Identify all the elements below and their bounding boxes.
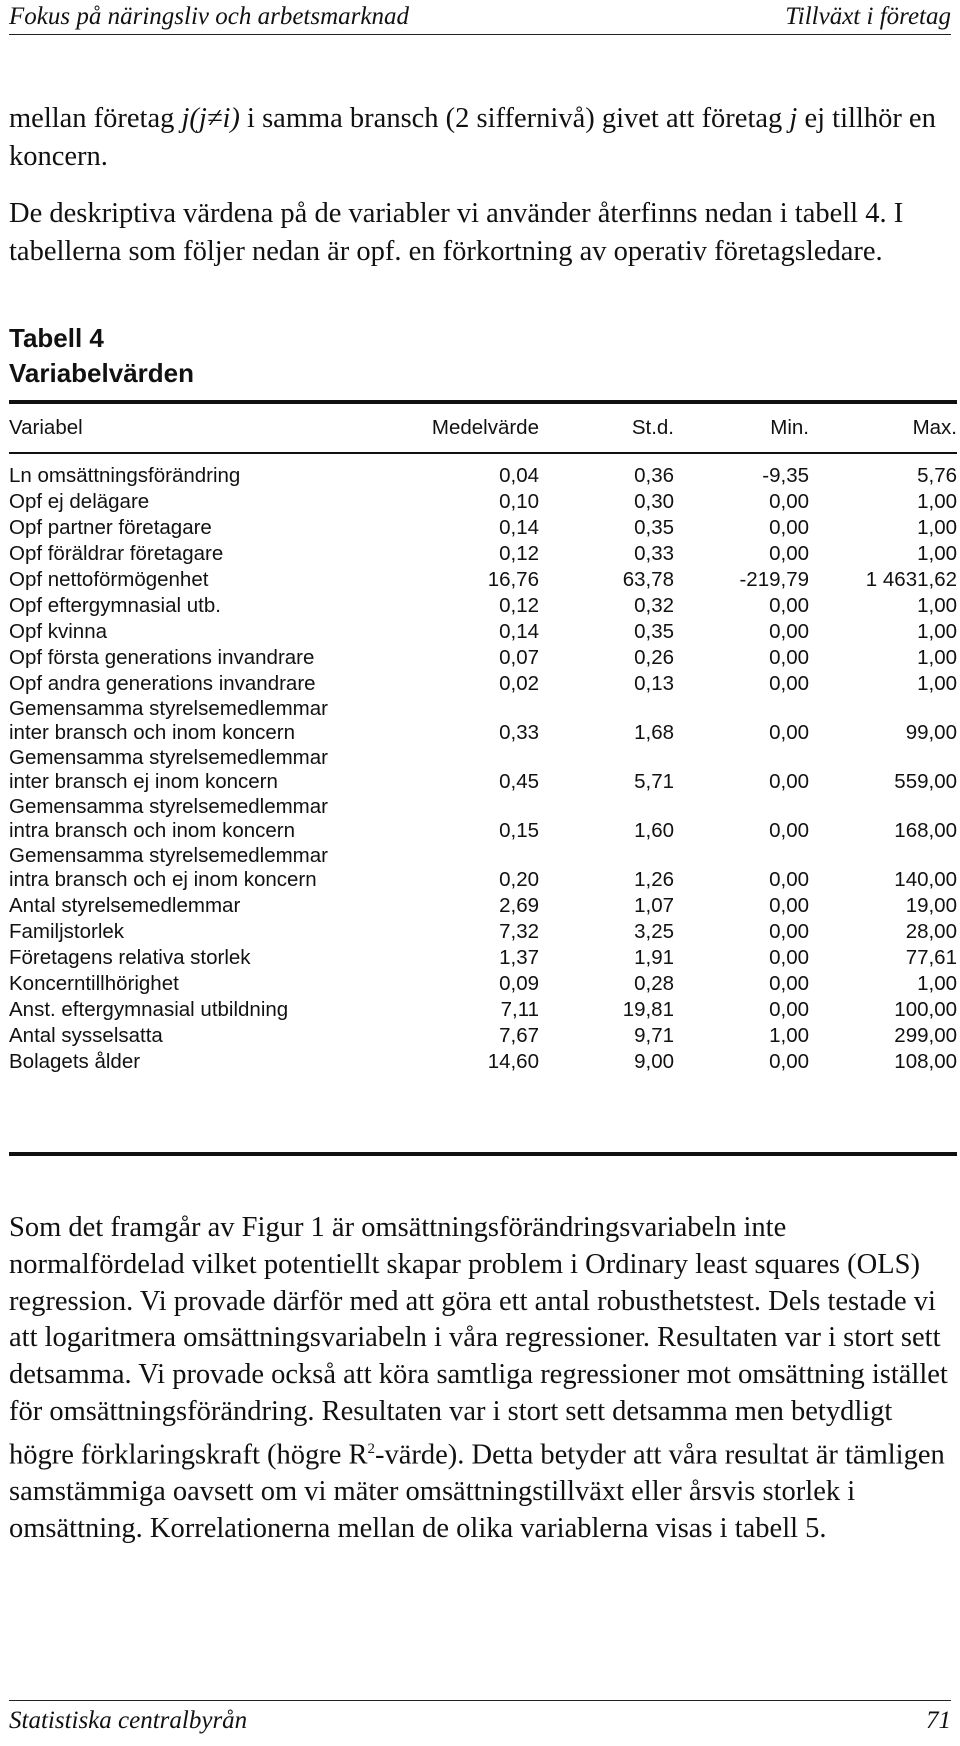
row-mean-value: 0,45 [499,770,539,793]
row-variable-label [9,646,314,670]
table-row [9,996,957,1022]
table-row [9,892,957,918]
row-mean-value: 7,11 [500,998,539,1021]
row-variable-label [9,697,328,745]
row-variable-label-line: intra bransch och inom koncern [9,819,296,842]
intro-p1-part-a: mellan företag [9,103,182,134]
row-min-value: 0,00 [769,972,809,995]
table-row [9,514,957,540]
row-min-value: 0,00 [769,516,809,539]
row-sd-value: 1,26 [634,868,674,891]
table-column-headers [9,404,957,452]
outro-paragraph [9,1210,955,1548]
row-sd-value: 63,78 [622,568,674,591]
row-sd-value: 0,26 [634,646,674,669]
row-variable-label [9,620,107,644]
row-variable-label [9,972,179,996]
table-row [9,1048,957,1074]
outro-text-part-a: Som det framgår av Figur 1 är omsättningsförändringsvariabeln inte normalfördelad vilket potentiellt skapar problem i Ordinary least squares (OLS) regression. Vi provade därför med att göra ett antal robusthetstest. Dels testade vi att logaritmera omsättningsvariabeln i våra regressioner. Resultaten var i stort sett detsamma. Vi provade också att köra samtliga regressioner mot omsättning istället för omsättningsförändring. Resultaten var i stort sett detsamma men betydligt högre förklaringskraft (högre R [9,1212,948,1471]
table-bottom-rule [9,1152,957,1156]
table-row [9,970,957,996]
row-mean-value: 16,76 [487,568,539,591]
row-variable-label-line: Gemensamma styrelsemedlemmar [9,795,328,818]
row-max-value: 77,61 [905,946,957,969]
table-label: Tabell 4 [9,323,104,353]
row-sd-value: 9,00 [634,1050,674,1073]
table-row [9,488,957,514]
intro-p1-part-c: ej tillhör en koncern. [9,103,936,172]
row-max-value: 100,00 [894,998,957,1021]
row-variable-label-line: inter bransch och inom koncern [9,721,296,744]
table-row [9,644,957,670]
row-variable-label [9,998,288,1022]
row-min-value: 0,00 [769,646,809,669]
table-row [9,696,957,745]
row-min-value: 0,00 [769,920,809,943]
row-variable-label [9,464,240,488]
row-variable-label-line: Bolagets ålder [9,1050,141,1073]
row-max-value: 299,00 [894,1024,957,1047]
row-sd-value: 0,28 [634,972,674,995]
table-header-rule [9,452,957,454]
intro-p1-italic-2: j [789,103,798,134]
row-variable-label-line: Opf ej delägare [9,490,150,513]
outro-text-part-b: -värde). Detta betyder att våra resultat är tämligen samstämmiga oavsett om vi mäter omsättningstillväxt eller årsvis storlek i omsättning. Korrelationerna mellan de olika variablerna visas i tabell 5. [9,1439,945,1544]
header-left-text: Fokus på näringsliv och arbetsmarknad [9,3,409,30]
row-variable-label [9,594,221,618]
intro-paragraph-1 [9,100,955,176]
row-sd-value: 0,30 [634,490,674,513]
row-mean-value: 1,37 [499,946,539,969]
row-max-value: 99,00 [905,721,957,744]
row-variable-label-line: inter bransch ej inom koncern [9,770,278,793]
intro-p1-part-b: i samma bransch (2 siffernivå) givet att företag [239,103,790,134]
row-max-value: 1,00 [917,542,957,565]
column-header-mean: Medelvärde [431,416,539,439]
row-variable-label-line: Ln omsättningsförändring [9,464,241,487]
row-variable-label-line: intra bransch och ej inom koncern [9,868,317,891]
row-max-value: 1,00 [917,594,957,617]
row-sd-value: 1,60 [634,819,674,842]
table-row [9,462,957,488]
row-sd-value: 0,35 [634,516,674,539]
row-variable-label-line: Gemensamma styrelsemedlemmar [9,697,328,720]
row-min-value: 0,00 [769,620,809,643]
row-min-value: 0,00 [769,868,809,891]
column-header-max: Max. [912,416,957,439]
row-sd-value: 9,71 [634,1024,674,1047]
row-variable-label-line: Familjstorlek [9,920,125,943]
row-mean-value: 0,12 [499,542,539,565]
row-mean-value: 0,02 [499,672,539,695]
table-row [9,566,957,592]
row-min-value: 0,00 [769,894,809,917]
row-variable-label [9,894,240,918]
row-max-value: 140,00 [894,868,957,891]
row-variable-label-line: Opf första generations invandrare [9,646,315,669]
row-min-value: 0,00 [769,542,809,565]
row-mean-value: 0,14 [499,620,539,643]
row-max-value: 108,00 [894,1050,957,1073]
row-variable-label-line: Opf partner företagare [9,516,212,539]
row-variable-label [9,568,208,592]
row-mean-value: 0,15 [499,819,539,842]
row-variable-label [9,516,212,540]
row-variable-label-line: Gemensamma styrelsemedlemmar [9,746,328,769]
row-variable-label [9,490,149,514]
row-variable-label-line: Opf eftergymnasial utb. [9,594,221,617]
row-mean-value: 0,33 [499,721,539,744]
row-variable-label [9,920,124,944]
row-sd-value: 3,25 [634,920,674,943]
row-min-value: 0,00 [769,819,809,842]
row-variable-label-line: Antal sysselsatta [9,1024,163,1047]
row-max-value: 1,00 [917,646,957,669]
table-row [9,618,957,644]
row-min-value: 0,00 [769,770,809,793]
row-variable-label-line: Opf föräldrar företagare [9,542,224,565]
outro-superscript: 2 [367,1440,376,1457]
row-mean-value: 0,09 [499,972,539,995]
page-footer [9,1700,951,1741]
row-min-value: 0,00 [769,1050,809,1073]
row-variable-label [9,844,328,892]
row-sd-value: 5,71 [634,770,674,793]
row-max-value: 28,00 [905,920,957,943]
row-mean-value: 14,60 [487,1050,539,1073]
row-min-value: 0,00 [769,998,809,1021]
row-variable-label-line: Företagens relativa storlek [9,946,251,969]
row-sd-value: 0,35 [634,620,674,643]
column-header-sd: St.d. [631,416,674,439]
row-max-value: 1,00 [917,620,957,643]
row-mean-value: 2,69 [499,894,539,917]
row-variable-label [9,542,223,566]
row-max-value: 1,00 [917,972,957,995]
row-min-value: -219,79 [739,568,809,591]
row-variable-label [9,946,251,970]
row-variable-label-line: Anst. eftergymnasial utbildning [9,998,289,1021]
row-sd-value: 1,07 [634,894,674,917]
table-row [9,944,957,970]
row-sd-value: 1,68 [634,721,674,744]
footer-page-number: 71 [926,1707,951,1734]
row-variable-label [9,746,328,794]
row-min-value: 0,00 [769,490,809,513]
row-mean-value: 0,20 [499,868,539,891]
row-min-value: 0,00 [769,672,809,695]
row-mean-value: 7,67 [499,1024,539,1047]
table-row [9,918,957,944]
table-row [9,843,957,892]
table-row [9,745,957,794]
row-mean-value: 0,04 [499,464,539,487]
table-row [9,1022,957,1048]
row-sd-value: 0,36 [634,464,674,487]
row-mean-value: 7,32 [499,920,539,943]
header-right-text: Tillväxt i företag [785,3,951,30]
table-body [9,462,957,1074]
table-row [9,592,957,618]
row-max-value: 1,00 [917,672,957,695]
column-header-variable: Variabel [9,416,83,439]
row-max-value: 19,00 [905,894,957,917]
row-max-value: 1,00 [917,516,957,539]
footer-left-text: Statistiska centralbyrån [9,1707,248,1734]
row-max-value: 1,00 [917,490,957,513]
row-min-value: 0,00 [769,594,809,617]
row-max-value: 559,00 [894,770,957,793]
row-mean-value: 0,12 [499,594,539,617]
row-sd-value: 0,33 [634,542,674,565]
row-sd-value: 1,91 [634,946,674,969]
running-header [9,0,951,35]
row-variable-label [9,795,328,843]
row-variable-label-line: Opf nettoförmögenhet [9,568,209,591]
row-mean-value: 0,07 [499,646,539,669]
row-variable-label [9,1050,140,1074]
table-row [9,540,957,566]
row-variable-label-line: Gemensamma styrelsemedlemmar [9,844,328,867]
row-variable-label [9,1024,163,1048]
intro-p1-italic-1: j(j≠i) [181,103,240,134]
row-variable-label-line: Antal styrelsemedlemmar [9,894,241,917]
row-variable-label-line: Opf andra generations invandrare [9,672,316,695]
table-row [9,670,957,696]
row-variable-label [9,672,316,696]
row-max-value: 5,76 [917,464,957,487]
row-mean-value: 0,14 [499,516,539,539]
row-min-value: 0,00 [769,721,809,744]
row-sd-value: 0,13 [634,672,674,695]
row-mean-value: 0,10 [499,490,539,513]
row-min-value: 1,00 [769,1024,809,1047]
row-max-value: 1 4631,62 [865,568,957,591]
row-variable-label-line: Opf kvinna [9,620,107,643]
table-name: Variabelvärden [9,358,194,388]
row-sd-value: 0,32 [634,594,674,617]
row-max-value: 168,00 [894,819,957,842]
row-min-value: 0,00 [769,946,809,969]
column-header-min: Min. [770,416,809,439]
row-sd-value: 19,81 [622,998,674,1021]
row-variable-label-line: Koncerntillhörighet [9,972,179,995]
intro-paragraph-2: De deskriptiva värdena på de variabler vi använder återfinns nedan i tabell 4. I tabellerna som följer nedan är opf. en förkortning av operativ företagsledare. [9,198,904,267]
table-row [9,794,957,843]
row-min-value: -9,35 [762,464,809,487]
